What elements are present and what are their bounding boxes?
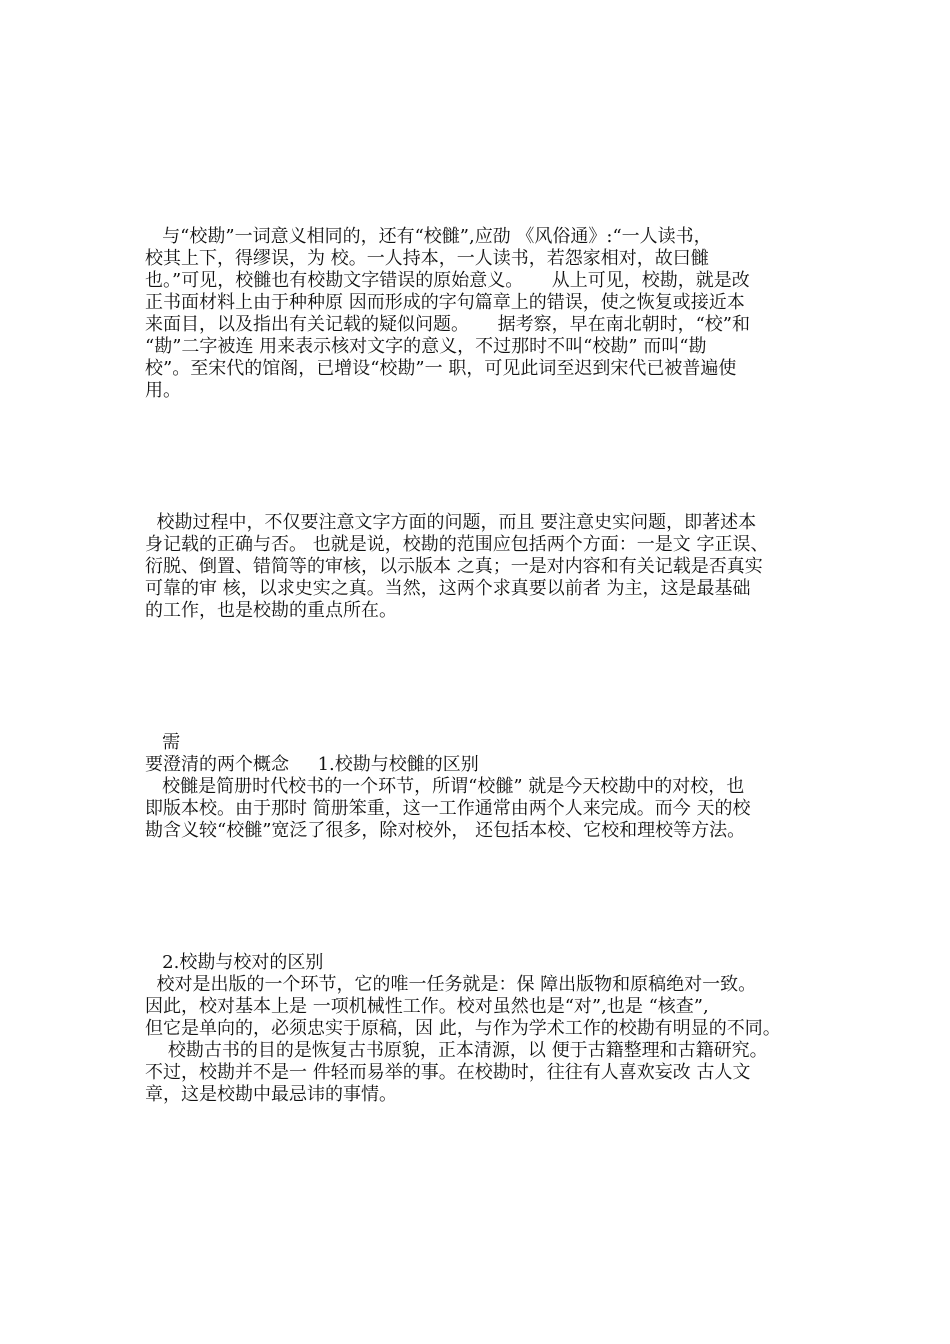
text-line: 校”。至宋代的馆阁，已增设“校勘”一 职，可见此词至迟到宋代已被普遍使 bbox=[145, 358, 737, 379]
text-line: 正书面材料上由于种种原 因而形成的字句篇章上的错误，使之恢复或接近本 bbox=[145, 292, 745, 313]
section-heading-line: 要澄清的两个概念 1.校勘与校雠的区别 bbox=[145, 754, 479, 775]
text-line: 用。 bbox=[145, 380, 181, 401]
text-line: 章，这是校勘中最忌讳的事情。 bbox=[145, 1084, 397, 1105]
section-heading-line: 2.校勘与校对的区别 bbox=[145, 952, 324, 973]
text-line: 校勘过程中，不仅要注意文字方面的问题，而且 要注意史实问题，即著述本 bbox=[145, 512, 757, 533]
text-line: 不过，校勘并不是一 件轻而易举的事。在校勘时，往往有人喜欢妄改 古人文 bbox=[145, 1062, 751, 1083]
text-line: 身记载的正确与否。 也就是说，校勘的范围应包括两个方面：一是文 字正误、 bbox=[145, 534, 769, 555]
text-line: 与“校勘”一词意义相同的，还有“校雠”,应劭 《风俗通》:“一人读书， bbox=[145, 226, 712, 247]
text-line: 需 bbox=[145, 732, 181, 753]
text-line: 但它是单向的，必须忠实于原稿，因 此，与作为学术工作的校勘有明显的不同。 bbox=[145, 1018, 781, 1039]
text-line: 也。”可见，校雠也有校勘文字错误的原始意义。 从上可见，校勘，就是改 bbox=[145, 270, 750, 291]
text-line: 的工作，也是校勘的重点所在。 bbox=[145, 600, 397, 621]
text-line: 校其上下，得缪误，为 校。一人持本，一人读书，若怨家相对，故曰雠 bbox=[145, 248, 709, 269]
text-line: “勘”二字被连 用来表示核对文字的意义，不过那时不叫“校勘” 而叫“勘 bbox=[145, 336, 707, 357]
text-line: 因此，校对基本上是 一项机械性工作。校对虽然也是“对”,也是 “核查”, bbox=[145, 996, 709, 1017]
text-line: 勘含义较“校雠”宽泛了很多，除对校外， 还包括本校、它校和理校等方法。 bbox=[145, 820, 746, 841]
text-line: 校对是出版的一个环节，它的唯一任务就是：保 障出版物和原稿绝对一致。 bbox=[145, 974, 757, 995]
text-line: 来面目，以及指出有关记载的疑似问题。 据考察，早在南北朝时，“校”和 bbox=[145, 314, 751, 335]
text-line: 校勘古书的目的是恢复古书原貌，正本清源，以 便于古籍整理和古籍研究。 bbox=[145, 1040, 768, 1061]
text-line: 可靠的审 核，以求史实之真。当然，这两个求真要以前者 为主，这是最基础 bbox=[145, 578, 751, 599]
text-line: 校雠是简册时代校书的一个环节，所谓“校雠” 就是今天校勘中的对校，也 bbox=[145, 776, 745, 797]
text-line: 衍脱、倒置、错简等的审核，以示版本 之真；一是对内容和有关记载是否真实 bbox=[145, 556, 763, 577]
text-line: 即版本校。由于那时 简册笨重，这一工作通常由两个人来完成。而今 天的校 bbox=[145, 798, 751, 819]
